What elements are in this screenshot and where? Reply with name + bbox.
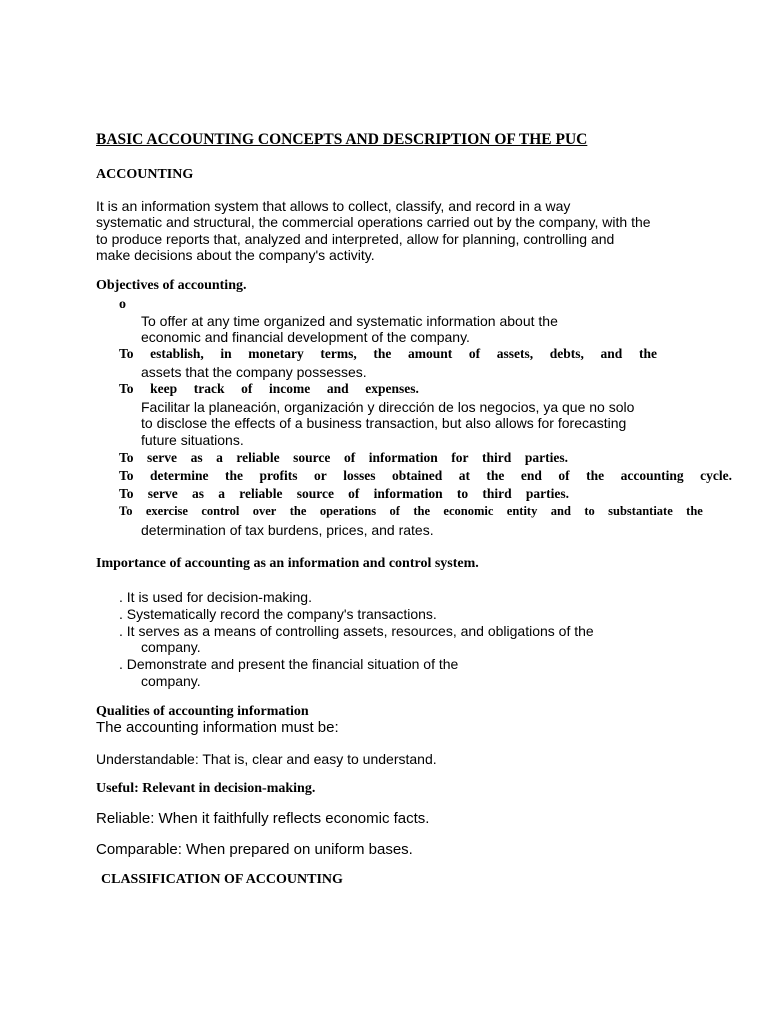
word: terms, xyxy=(320,346,357,361)
word: or xyxy=(313,468,327,483)
word: reliable xyxy=(239,486,283,501)
word: the xyxy=(413,504,430,518)
word: the xyxy=(373,346,392,361)
justified-line xyxy=(119,504,703,519)
word: information xyxy=(373,486,443,501)
word: assets, xyxy=(496,346,534,361)
importance-item: . It serves as a means of controlling assets, resources, and obligations of the xyxy=(119,623,594,639)
word: to xyxy=(456,486,469,501)
word: To xyxy=(119,486,134,501)
word: and xyxy=(550,504,571,518)
section-heading-qualities: Qualities of accounting information xyxy=(96,704,309,719)
word: for xyxy=(451,450,469,465)
objective-item-2-line xyxy=(119,346,657,362)
word: To xyxy=(119,346,134,361)
quality-reliable: Reliable: When it faithfully reflects economic facts. xyxy=(96,810,430,827)
word: the xyxy=(224,468,243,483)
importance-item: . Systematically record the company's transactions. xyxy=(119,606,437,622)
word: keep xyxy=(150,381,178,396)
word: To xyxy=(119,468,134,483)
word: cycle. xyxy=(700,468,732,483)
word: of xyxy=(468,346,481,361)
importance-item: company. xyxy=(141,673,201,689)
objective-item-7 xyxy=(119,486,569,502)
word: serve xyxy=(147,450,178,465)
word: reliable xyxy=(236,450,280,465)
quality-useful: Useful: Relevant in decision-making. xyxy=(96,781,316,796)
word: third xyxy=(482,450,512,465)
objective-item-1-line: economic and financial development of the company. xyxy=(141,329,470,345)
word: income xyxy=(269,381,311,396)
word: source xyxy=(293,450,331,465)
word: entity xyxy=(506,504,538,518)
word: operations xyxy=(319,504,377,518)
word: To xyxy=(119,450,134,465)
section-heading-accounting: ACCOUNTING xyxy=(96,167,194,182)
word: monetary xyxy=(248,346,304,361)
word: exercise xyxy=(145,504,188,518)
word: obtained xyxy=(391,468,443,483)
word: track xyxy=(193,381,225,396)
word: information xyxy=(368,450,438,465)
importance-item: . It is used for decision-making. xyxy=(119,589,312,605)
word: third xyxy=(482,486,512,501)
word: serve xyxy=(147,486,178,501)
quality-comparable: Comparable: When prepared on uniform bases. xyxy=(96,841,413,858)
word: To xyxy=(119,381,134,396)
accounting-paragraph-line: to produce reports that, analyzed and interpreted, allow for planning, controlling and xyxy=(96,231,615,247)
word: profits xyxy=(259,468,298,483)
justified-line xyxy=(119,450,568,466)
word: losses xyxy=(343,468,376,483)
word: the xyxy=(638,346,657,361)
word: economic xyxy=(443,504,494,518)
section-heading-importance: Importance of accounting as an information and control system. xyxy=(96,556,479,571)
word: source xyxy=(296,486,334,501)
word: substantiate xyxy=(608,504,673,518)
importance-item: company. xyxy=(141,639,201,655)
word: To xyxy=(119,504,133,518)
justified-line xyxy=(119,468,732,484)
word: of xyxy=(343,450,356,465)
accounting-paragraph-line: systematic and structural, the commercial operations carried out by the company, with the xyxy=(96,214,651,230)
accounting-paragraph-line: It is an information system that allows to collect, classify, and record in a way xyxy=(96,198,571,214)
objective-item-4-line: Facilitar la planeación, organización y dirección de los negocios, ya que no solo xyxy=(141,399,635,415)
justified-line xyxy=(119,346,657,362)
word: a xyxy=(218,486,225,501)
objective-item-6 xyxy=(119,468,732,484)
word: a xyxy=(216,450,223,465)
word: over xyxy=(252,504,277,518)
word: in xyxy=(220,346,232,361)
objective-item-4-line: future situations. xyxy=(141,432,244,448)
document-title: BASIC ACCOUNTING CONCEPTS AND DESCRIPTION OF THE PUC xyxy=(96,131,588,148)
objective-item-1-line: To offer at any time organized and systematic information about the xyxy=(141,313,558,329)
word: to xyxy=(584,504,595,518)
qualities-intro: The accounting information must be: xyxy=(96,719,339,736)
word: end xyxy=(520,468,542,483)
section-heading-objectives: Objectives of accounting. xyxy=(96,278,247,293)
bullet-marker: o xyxy=(119,297,126,312)
accounting-paragraph-line: make decisions about the company's activity. xyxy=(96,247,375,263)
section-heading-classification: CLASSIFICATION OF ACCOUNTING xyxy=(101,872,343,887)
word: and xyxy=(326,381,349,396)
importance-item: . Demonstrate and present the financial situation of the xyxy=(119,656,459,672)
objective-item-8-line xyxy=(119,504,703,519)
word: establish, xyxy=(150,346,204,361)
word: of xyxy=(348,486,360,501)
objective-item-2-line: assets that the company possesses. xyxy=(141,364,367,380)
objective-item-5 xyxy=(119,450,568,466)
word: the xyxy=(586,468,605,483)
word: accounting xyxy=(620,468,684,483)
word: the xyxy=(289,504,307,518)
word: determine xyxy=(150,468,209,483)
justified-line xyxy=(119,381,419,397)
word: as xyxy=(190,450,203,465)
word: expenses. xyxy=(365,381,419,396)
word: control xyxy=(201,504,240,518)
word: parties. xyxy=(525,486,569,501)
word: of xyxy=(389,504,400,518)
word: and xyxy=(600,346,623,361)
word: debts, xyxy=(549,346,584,361)
objective-item-3 xyxy=(119,381,419,397)
justified-line xyxy=(119,486,569,502)
objective-item-4-line: to disclose the effects of a business transaction, but also allows for forecasting xyxy=(141,415,627,431)
word: at xyxy=(458,468,470,483)
quality-understandable: Understandable: That is, clear and easy to understand. xyxy=(96,751,437,767)
word: of xyxy=(241,381,253,396)
word: as xyxy=(191,486,204,501)
word: the xyxy=(486,468,505,483)
word: amount xyxy=(408,346,453,361)
word: parties. xyxy=(524,450,568,465)
word: of xyxy=(558,468,570,483)
objective-item-8-line: determination of tax burdens, prices, and rates. xyxy=(141,522,434,538)
word: the xyxy=(686,504,703,518)
